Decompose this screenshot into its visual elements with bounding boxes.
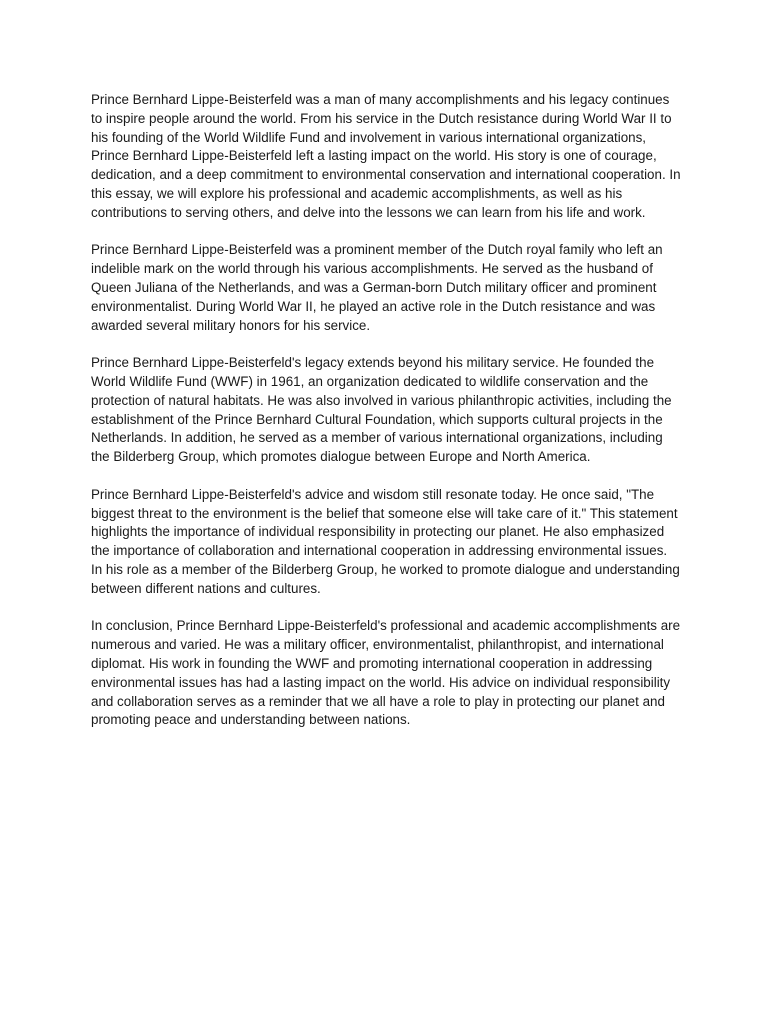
paragraph-introduction: Prince Bernhard Lippe-Beisterfeld was a man of many accomplishments and his legacy continues to inspire people around the world. From his service in the Dutch resistance during World War II to his founding of the World Wildlife Fund and involvement in various international organizations, Prince Bernhard Lippe-Beisterfeld left a lasting impact on the world. His story is one of courage, dedication, and a deep commitment to environmental conservation and international cooperation. In this essay, we will explore his professional and academic accomplishments, as well as his contributions to serving others, and delve into the lessons we can learn from his life and work. (91, 92, 681, 220)
paragraph-legacy: Prince Bernhard Lippe-Beisterfeld's legacy extends beyond his military service. He founded the World Wildlife Fund (WWF) in 1961, an organization dedicated to wildlife conservation and the protection of natural habitats. He was also involved in various philanthropic activities, including the establishment of the Prince Bernhard Cultural Foundation, which supports cultural projects in the Netherlands. In addition, he served as a member of various international organizations, including the Bilderberg Group, which promotes dialogue between Europe and North America. (91, 355, 672, 465)
paragraph-advice: Prince Bernhard Lippe-Beisterfeld's advice and wisdom still resonate today. He once said, "The biggest threat to the environment is the belief that someone else will take care of it." This statement highlights the importance of individual responsibility in protecting our planet. He also emphasized the importance of collaboration and international cooperation in addressing environmental issues. In his role as a member of the Bilderberg Group, he worked to promote dialogue and understanding between different nations and cultures. (91, 486, 680, 596)
document-page (91, 91, 681, 749)
paragraph-conclusion: In conclusion, Prince Bernhard Lippe-Beisterfeld's professional and academic accomplishments are numerous and varied. He was a military officer, environmentalist, philanthropist, and international diplomat. His work in founding the WWF and promoting international cooperation in addressing environmental issues has had a lasting impact on the world. His advice on individual responsibility and collaboration serves as a reminder that we all have a role to play in protecting our planet and promoting peace and understanding between nations. (91, 618, 681, 728)
paragraph-background: Prince Bernhard Lippe-Beisterfeld was a prominent member of the Dutch royal family who left an indelible mark on the world through his various accomplishments. He served as the husband of Queen Juliana of the Netherlands, and was a German-born Dutch military officer and prominent environmentalist. During World War II, he played an active role in the Dutch resistance and was awarded several military honors for his service. (91, 242, 663, 333)
